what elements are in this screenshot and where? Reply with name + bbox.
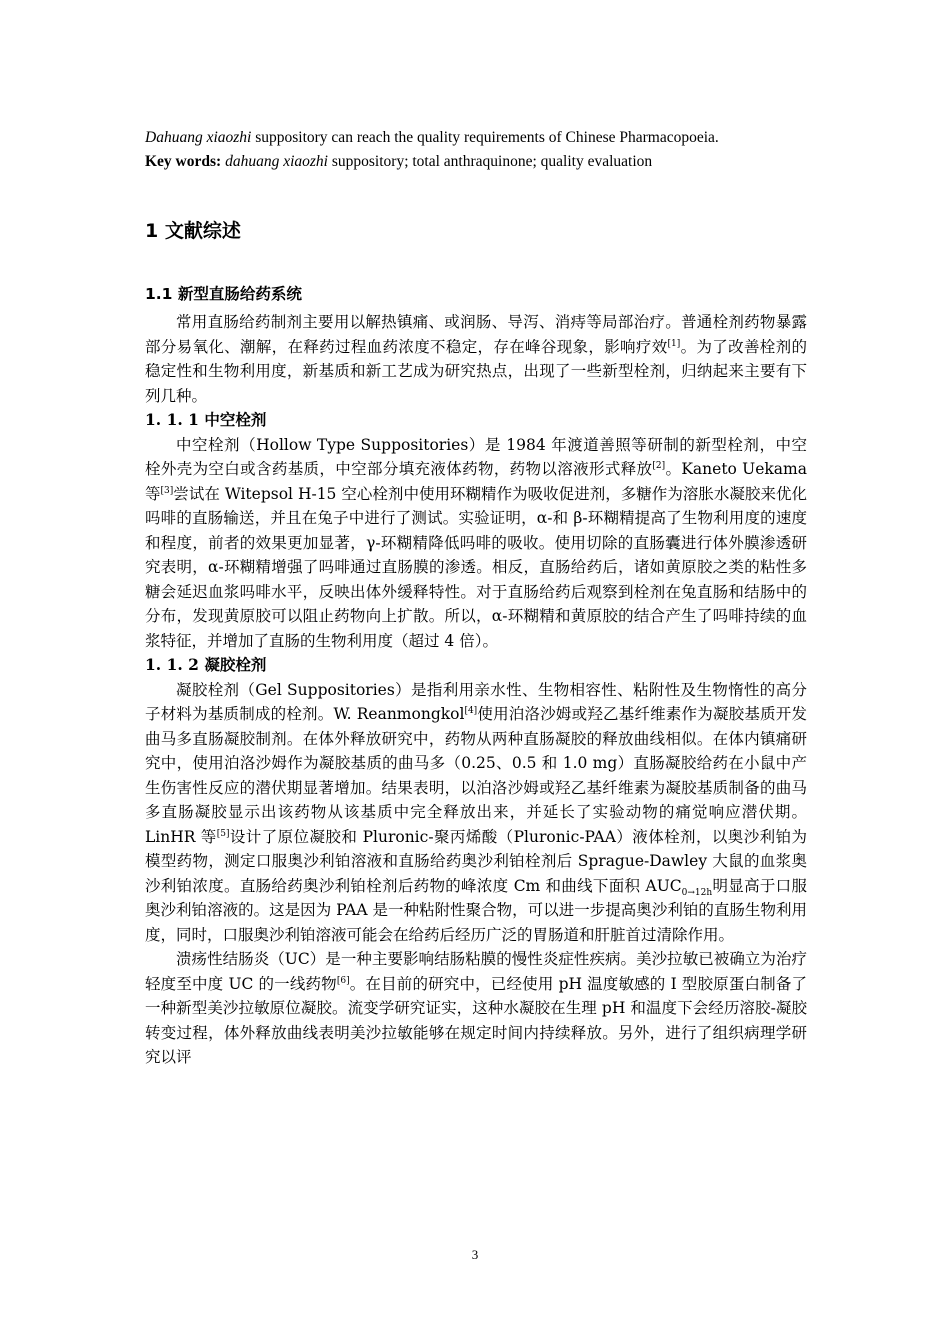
citation-1: [1] [667, 338, 681, 349]
text-run: 中空栓剂（Hollow Type Suppositories）是 1984 年渡道善照等研制的新型栓剂，中空栓外壳为空白或含药基质，中空部分填充液体药物，药物以溶液形式释放 [145, 435, 807, 478]
section-1-1-2-paragraph-1 [145, 678, 807, 948]
section-1-1-1-heading: 1. 1. 1 中空栓剂 [145, 410, 267, 429]
citation-2: [2] [652, 460, 666, 471]
text-run: 常用直肠给药制剂主要用以解热镇痛、或润肠、导泻、消痔等局部治疗。普通栓剂药物暴露部分易氧化、潮解，在释药过程血药浓度不稳定，存在峰谷现象，影响疗效 [145, 313, 807, 356]
text-run: 溃疡性结肠炎（UC）是一种主要影响结肠粘膜的慢性炎症性疾病。美沙拉敏已被确立为治疗轻度至中度 UC 的一线药物 [145, 950, 807, 993]
abstract-text: suppository can reach the quality requirements of Chinese Pharmacopoeia. [251, 129, 719, 146]
text-run: 尝试在 Witepsol H-15 空心栓剂中使用环糊精作为吸收促进剂，多糖作为溶胀水凝胶来优化吗啡的直肠输送，并且在兔子中进行了测试。实验证明，α-和 β-环糊精提高了生物利用度的速度和程度，前者的效果更加显著，γ-环糊精降低吗啡的吸收。使用切除的直肠囊进行体外膜渗透研究表明，α-环糊精增强了吗啡通过直肠膜的渗透。相反，直肠给药后，诸如黄原胶之类的粘性多糖会延迟血浆吗啡水平，反映出体外缓释特性。对于直肠给药后观察到栓剂在兔直肠和结肠中的分布，发现黄原胶可以阻止药物向上扩散。所以，α-环糊精和黄原胶的结合产生了吗啡持续的血浆特征，并增加了直肠的生物利用度（超过 4 倍）。 [145, 484, 807, 650]
section-1-1-2-paragraph-2 [145, 947, 807, 1070]
keywords-label: Key words: [145, 153, 222, 170]
text-run: 。在目前的研究中，已经使用 pH 温度敏感的 I 型胶原蛋白制备了一种新型美沙拉敏原位凝胶。流变学研究证实，这种水凝胶在生理 pH 和温度下会经历溶胶-凝胶转变过程，体外释放曲线表明美沙拉敏能够在规定时间内持续释放。另外，进行了组织病理学研究以评 [145, 974, 807, 1066]
page-number: 3 [471, 1247, 479, 1262]
section-1-1-1-paragraph [145, 433, 807, 654]
section-1-1-paragraph [145, 310, 807, 408]
section-1-1-heading: 1.1 新型直肠给药系统 [145, 285, 302, 303]
page-body [145, 126, 807, 1070]
citation-4: [4] [464, 705, 478, 716]
section-1-1-2-heading: 1. 1. 2 凝胶栓剂 [145, 655, 267, 674]
section-1-heading: 1 文献综述 [145, 220, 241, 242]
citation-6: [6] [336, 975, 350, 986]
citation-3: [3] [160, 485, 174, 496]
citation-5: [5] [216, 828, 230, 839]
text-run: 。为了改善栓剂的稳定性和生物利用度，新基质和新工艺成为研究热点，出现了一些新型栓剂，归纳起来主要有下列几种。 [145, 337, 807, 405]
keywords-line [145, 150, 807, 174]
abstract-last-line [145, 126, 807, 150]
auc-subscript: 0→12h [681, 887, 713, 898]
text-run: 设计了原位凝胶和 Pluronic-聚丙烯酸（Pluronic-PAA）液体栓剂，以奥沙利铂为模型药物，测定口服奥沙利铂溶液和直肠给药奥沙利铂栓剂后 Sprague-Dawley 大鼠的血浆奥沙利铂浓度。直肠给药奥沙利铂栓剂后药物的峰浓度 Cm 和曲线下面积 AUC [145, 827, 807, 895]
text-run: 。Kaneto Uekama 等 [145, 460, 807, 503]
text-run: 使用泊洛沙姆或羟乙基纤维素作为凝胶基质开发曲马多直肠凝胶制剂。在体外释放研究中，药物从两种直肠凝胶的释放曲线相似。在体内镇痛研究中，使用泊洛沙姆作为凝胶基质的曲马多（0.25、0.5 和 1.0 mg）直肠凝胶给药在小鼠中产生伤害性反应的潜伏期显著增加。结果表明，以泊洛沙姆或羟乙基纤维素为凝胶基质制备的曲马多直肠凝胶显示出该药物从该基质中完全释放出来，并延长了实验动物的痛觉响应潜伏期。LinHR 等 [145, 705, 807, 846]
keywords-text: suppository; total anthraquinone; quality evaluation [327, 153, 653, 170]
abstract-italic-term: Dahuang xiaozhi [145, 129, 252, 146]
keywords-italic: dahuang xiaozhi [221, 153, 328, 170]
text-run: 明显高于口服奥沙利铂溶液的。这是因为 PAA 是一种粘附性聚合物，可以进一步提高奥沙利铂的直肠生物利用度，同时，口服奥沙利铂溶液可能会在给药后经历广泛的胃肠道和肝脏首过清除作用。 [145, 876, 807, 944]
text-run: 凝胶栓剂（Gel Suppositories）是指利用亲水性、生物相容性、粘附性及生物惰性的高分子材料为基质制成的栓剂。W. Reanmongkol [145, 680, 807, 723]
